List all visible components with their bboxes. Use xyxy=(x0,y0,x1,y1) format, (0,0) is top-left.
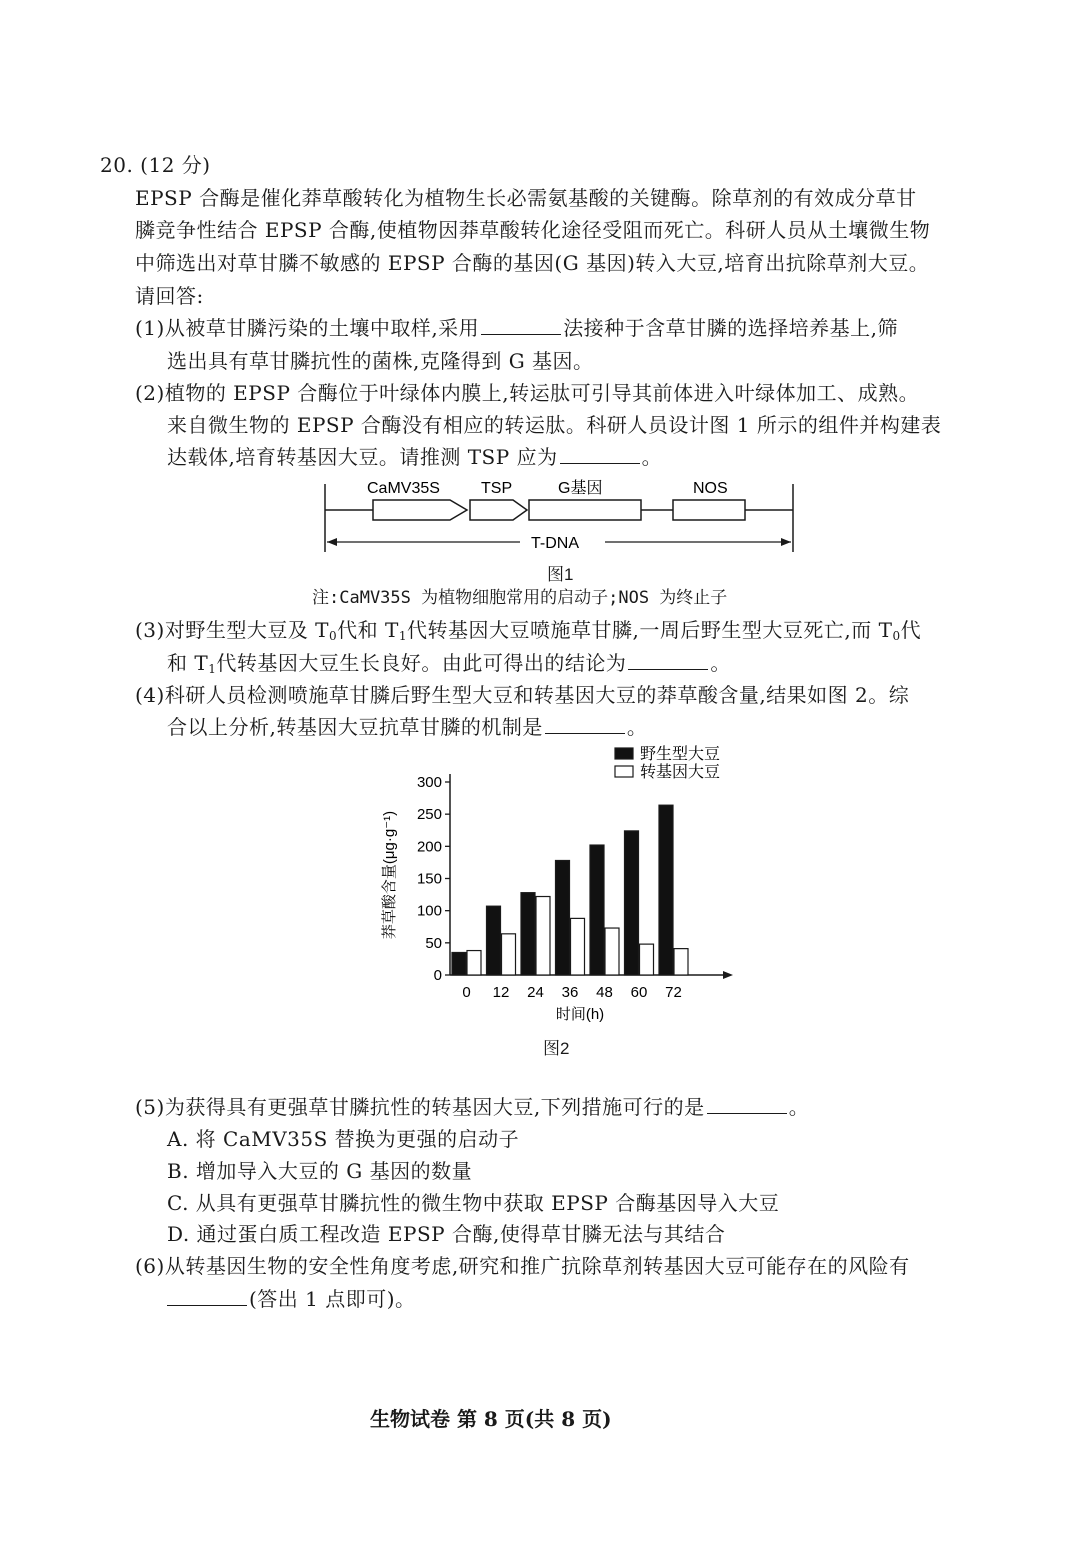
figure1-diagram xyxy=(315,472,805,562)
nos-label: NOS xyxy=(693,480,728,497)
x-tick-label: 72 xyxy=(665,984,682,1001)
q6-text: (答出 1 点即可)。 xyxy=(249,1287,416,1311)
promoter-box xyxy=(373,500,467,520)
intro-line: EPSP 合酶是催化莽草酸转化为植物生长必需氨基酸的关键酶。除草剂的有效成分草甘 xyxy=(135,186,917,210)
g-gene-label: G基因 xyxy=(558,480,603,497)
q2-line-1: (2)植物的 EPSP 合酶位于叶绿体内膜上,转运肽可引导其前体进入叶绿体加工、成熟。 xyxy=(135,381,920,405)
q3-text: (3)对野生型大豆及 T xyxy=(135,618,330,642)
legend-label: 野生型大豆 xyxy=(640,746,721,763)
figure1-note: 注:CaMV35S 为植物细胞常用的启动子;NOS 为终止子 xyxy=(312,588,728,608)
x-tick-label: 60 xyxy=(630,984,648,1001)
q1-text-a: (1)从被草甘膦污染的土壤中取样,采用 xyxy=(135,316,480,340)
q3-end: 。 xyxy=(710,651,731,675)
q4-text: 合以上分析,转基因大豆抗草甘膦的机制是 xyxy=(167,715,543,739)
y-tick-label: 0 xyxy=(433,967,442,984)
answer-blank[interactable] xyxy=(707,1095,787,1114)
q1-line xyxy=(135,313,898,343)
question-number: 20. (12 分) xyxy=(100,153,211,177)
bar-transgenic xyxy=(571,918,585,975)
tsp-label: TSP xyxy=(481,480,513,497)
option-a[interactable]: A. 将 CaMV35S 替换为更强的启动子 xyxy=(167,1127,520,1151)
answer-blank[interactable] xyxy=(560,445,640,464)
bar-transgenic xyxy=(674,949,688,975)
intro-line: 中筛选出对草甘膦不敏感的 EPSP 合酶的基因(G 基因)转入大豆,培育出抗除草剂大豆。 xyxy=(135,251,930,275)
intro-line: 请回答: xyxy=(135,284,204,308)
q1-line-2: 选出具有草甘膦抗性的菌株,克隆得到 G 基因。 xyxy=(167,349,594,373)
q3-text: 代和 T xyxy=(337,618,399,642)
legend-label: 转基因大豆 xyxy=(640,764,721,781)
y-axis-label: 莽草酸含量(μg·g⁻¹) xyxy=(381,810,398,940)
q5-stem xyxy=(135,1092,809,1122)
page-footer: 生物试卷 第 8 页(共 8 页) xyxy=(370,1407,612,1431)
subscript: 1 xyxy=(208,662,217,676)
q3-text: 和 T xyxy=(167,651,209,675)
q5-text: (5)为获得具有更强草甘膦抗性的转基因大豆,下列措施可行的是 xyxy=(135,1095,705,1119)
bar-wildtype xyxy=(452,952,466,975)
y-tick-label: 100 xyxy=(416,902,442,920)
answer-blank[interactable] xyxy=(628,651,708,670)
subscript: 0 xyxy=(329,629,338,643)
q2-text: 达载体,培育转基因大豆。请推测 TSP 应为 xyxy=(167,445,558,469)
promoter-label: CaMV35S xyxy=(367,480,440,497)
y-tick-label: 50 xyxy=(425,934,442,952)
answer-blank[interactable] xyxy=(167,1287,247,1306)
bar-transgenic xyxy=(467,951,481,975)
bar-transgenic xyxy=(536,897,550,975)
subscript: 0 xyxy=(892,629,901,643)
legend-swatch xyxy=(615,766,633,777)
q4-line-1: (4)科研人员检测喷施草甘膦后野生型大豆和转基因大豆的莽草酸含量,结果如图 2。综 xyxy=(135,683,910,707)
figure2-caption: 图2 xyxy=(543,1039,570,1058)
g-gene-box xyxy=(529,500,641,520)
tsp-box xyxy=(470,500,527,520)
subscript: 1 xyxy=(398,629,408,643)
nos-box xyxy=(673,500,745,520)
intro-line: 膦竞争性结合 EPSP 合酶,使植物因莽草酸转化途径受阻而死亡。科研人员从土壤微生物 xyxy=(135,218,931,242)
y-tick-label: 200 xyxy=(416,838,442,856)
q5-end: 。 xyxy=(788,1095,810,1119)
option-c[interactable]: C. 从具有更强草甘膦抗性的微生物中获取 EPSP 合酶基因导入大豆 xyxy=(167,1191,780,1215)
q2-line-3 xyxy=(167,442,662,472)
x-tick-label: 36 xyxy=(561,984,579,1001)
x-tick-label: 24 xyxy=(527,984,544,1001)
q3-text: 代转基因大豆喷施草甘膦,一周后野生型大豆死亡,而 T xyxy=(407,618,893,642)
option-b[interactable]: B. 增加导入大豆的 G 基因的数量 xyxy=(167,1159,473,1183)
bar-wildtype xyxy=(625,831,639,975)
q6-line-2 xyxy=(167,1284,416,1314)
q3-text: 代 xyxy=(900,618,922,642)
q3-line-1 xyxy=(135,615,921,651)
bar-wildtype xyxy=(487,906,501,975)
x-tick-label: 12 xyxy=(492,984,510,1001)
q2-line-2: 来自微生物的 EPSP 合酶没有相应的转运肽。科研人员设计图 1 所示的组件并构建表 xyxy=(167,413,942,437)
answer-blank[interactable] xyxy=(545,715,625,734)
y-tick-label: 150 xyxy=(416,870,442,888)
x-tick-label: 0 xyxy=(462,984,471,1001)
x-axis-arrow xyxy=(723,971,733,979)
q3-line-2 xyxy=(167,648,731,684)
figure2-chart xyxy=(370,740,750,1030)
figure1-caption: 图1 xyxy=(547,565,574,584)
bar-wildtype xyxy=(521,893,535,975)
q1-text-b: 法接种于含草甘膦的选择培养基上,筛 xyxy=(563,316,899,340)
q4-line-2 xyxy=(167,712,647,742)
q2-end: 。 xyxy=(641,445,663,469)
q4-end: 。 xyxy=(626,715,648,739)
x-axis-label: 时间(h) xyxy=(555,1006,605,1023)
legend-swatch xyxy=(615,748,633,759)
bar-wildtype xyxy=(556,860,570,975)
answer-blank[interactable] xyxy=(481,316,561,335)
bar-wildtype xyxy=(659,805,673,975)
q6-line-1: (6)从转基因生物的安全性角度考虑,研究和推广抗除草剂转基因大豆可能存在的风险有 xyxy=(135,1254,910,1278)
tdna-label: T-DNA xyxy=(531,535,579,552)
x-tick-label: 48 xyxy=(596,984,613,1001)
option-d[interactable]: D. 通过蛋白质工程改造 EPSP 合酶,使得草甘膦无法与其结合 xyxy=(167,1222,726,1246)
bar-transgenic xyxy=(605,928,619,975)
y-tick-label: 250 xyxy=(416,806,442,824)
bar-wildtype xyxy=(590,845,604,975)
bar-transgenic xyxy=(502,934,516,975)
y-tick-label: 300 xyxy=(416,774,442,791)
q3-text: 代转基因大豆生长良好。由此可得出的结论为 xyxy=(216,651,627,675)
bar-transgenic xyxy=(640,944,654,975)
